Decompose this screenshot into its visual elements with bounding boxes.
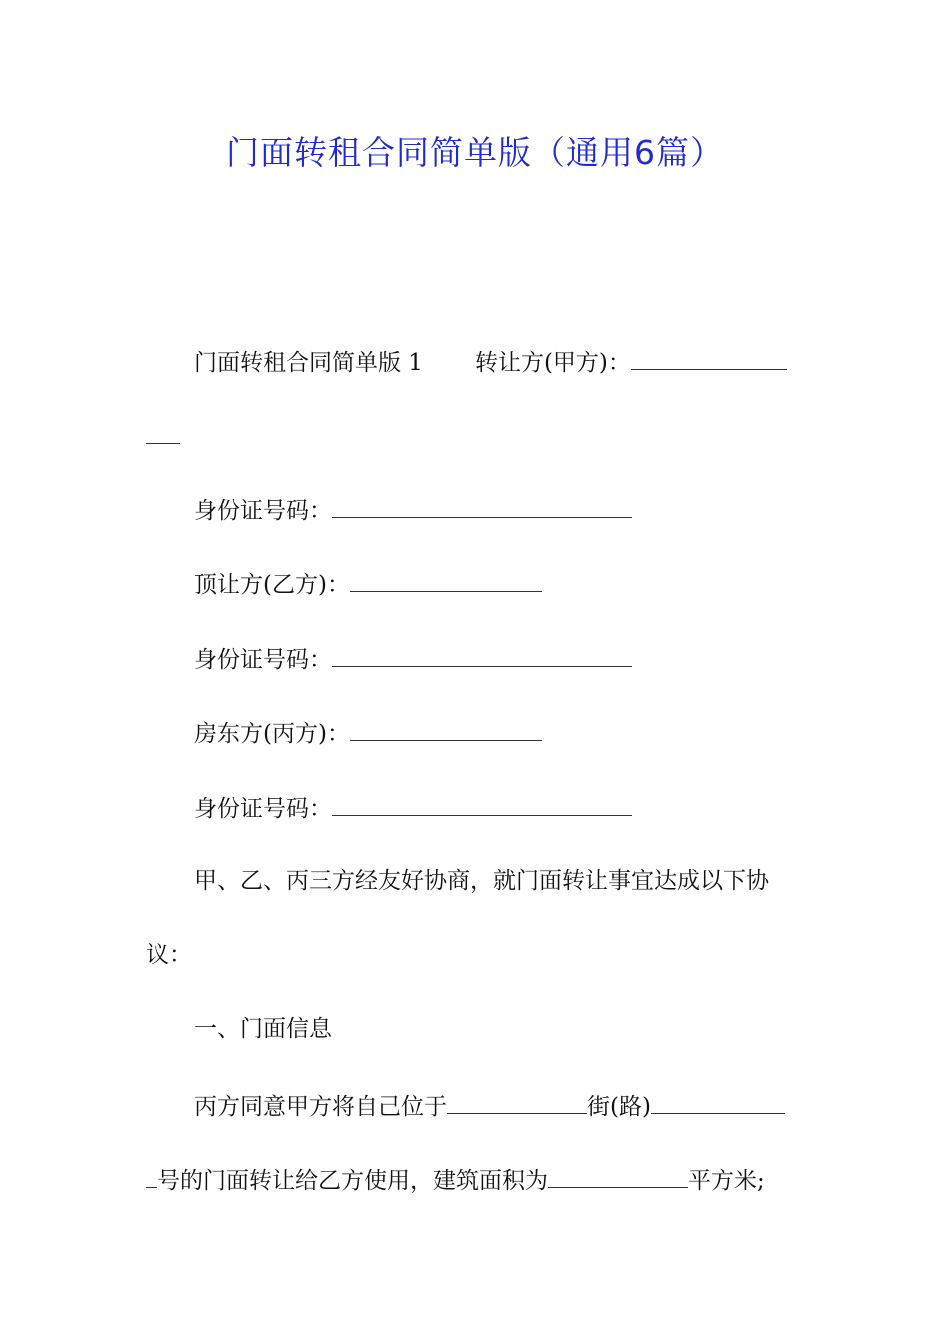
clause-1-line-2 xyxy=(146,1159,765,1201)
clause-1-line-1 xyxy=(194,1085,785,1127)
transferor-id-label: 身份证号码： xyxy=(194,498,332,524)
transferor-name-blank-tail xyxy=(146,415,180,444)
transferor-id-line xyxy=(194,489,632,531)
transferor-label: 转让方(甲方)： xyxy=(474,350,631,376)
transferee-id-blank xyxy=(332,638,632,667)
landlord-id-label: 身份证号码： xyxy=(194,796,332,822)
transferor-id-blank xyxy=(332,489,632,518)
preamble-line-2: 议： xyxy=(146,942,192,968)
landlord-name-blank xyxy=(350,712,542,741)
landlord-id-blank xyxy=(332,787,632,816)
landlord-line xyxy=(194,712,542,754)
transferor-name-blank xyxy=(631,341,787,370)
clause-1-text-b: 街(路) xyxy=(587,1094,651,1120)
section-heading-line xyxy=(194,341,787,383)
clause-1-text-a: 丙方同意甲方将自己位于 xyxy=(194,1094,447,1120)
street-number-blank-tail xyxy=(146,1159,157,1188)
transferor-blank-continuation xyxy=(146,415,180,457)
clause-1-text-c: 号的门面转让给乙方使用，建筑面积为 xyxy=(157,1168,548,1194)
clause-1-heading: 一、门面信息 xyxy=(194,1016,332,1042)
transferee-name-blank xyxy=(350,563,542,592)
landlord-id-line xyxy=(194,787,632,829)
clause-1-text-d: 平方米; xyxy=(688,1168,765,1194)
transferee-line xyxy=(194,563,542,605)
area-blank xyxy=(548,1159,688,1188)
document-title: 门面转租合同简单版（通用6篇） xyxy=(226,133,724,172)
section-heading: 门面转租合同简单版 1 xyxy=(194,350,423,376)
landlord-label: 房东方(丙方)： xyxy=(194,721,350,747)
preamble-line-1: 甲、乙、丙三方经友好协商，就门面转让事宜达成以下协 xyxy=(194,868,769,894)
street-blank xyxy=(447,1085,587,1114)
transferee-id-label: 身份证号码： xyxy=(194,647,332,673)
transferee-label: 顶让方(乙方)： xyxy=(194,572,350,598)
transferee-id-line xyxy=(194,638,632,680)
street-number-blank xyxy=(651,1085,785,1114)
